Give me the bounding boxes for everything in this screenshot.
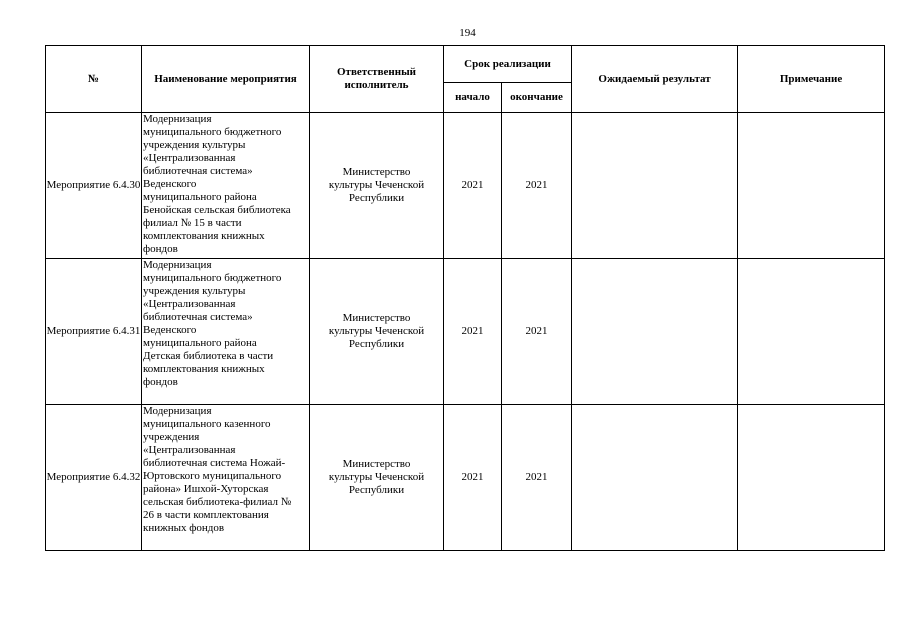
table-row	[46, 259, 885, 405]
row-name-cell	[142, 405, 310, 551]
row-name: Модернизация муниципального бюджетного учреждения культуры «Централизованная библиотечная система» Веденского муниципального района Детская библиотека в части комплектования книжных фондов	[143, 259, 282, 388]
row-responsible: Министерство культуры Чеченской Республики	[310, 113, 444, 259]
row-note	[738, 259, 885, 405]
header-end: окончание	[502, 83, 572, 113]
header-responsible: Ответственный исполнитель	[310, 46, 444, 113]
page-number: 194	[459, 27, 476, 39]
table-row	[46, 113, 885, 259]
row-name-cell	[142, 113, 310, 259]
row-end: 2021	[502, 405, 572, 551]
row-note	[738, 113, 885, 259]
header-number: №	[46, 46, 142, 113]
row-number: Мероприятие 6.4.31	[46, 259, 142, 405]
table-row	[46, 405, 885, 551]
row-end: 2021	[502, 113, 572, 259]
row-name-cell	[142, 259, 310, 405]
row-end: 2021	[502, 259, 572, 405]
activities-table	[45, 45, 885, 551]
header-name: Наименование мероприятия	[142, 46, 310, 113]
row-name: Модернизация муниципального казенного учреждения «Централизованная библиотечная система Ножай- Юртовского муниципального района» Ишхой-Хуторская сельская библиотека-филиал № 26 в части комплектования книжных фондов	[143, 405, 292, 534]
header-start: начало	[444, 83, 502, 113]
row-responsible: Министерство культуры Чеченской Республики	[310, 259, 444, 405]
row-expected-result	[572, 405, 738, 551]
header-note: Примечание	[738, 46, 885, 113]
row-expected-result	[572, 113, 738, 259]
row-start: 2021	[444, 113, 502, 259]
header-expected-result: Ожидаемый результат	[572, 46, 738, 113]
row-expected-result	[572, 259, 738, 405]
row-number: Мероприятие 6.4.32	[46, 405, 142, 551]
row-start: 2021	[444, 405, 502, 551]
row-name: Модернизация муниципального бюджетного учреждения культуры «Централизованная библиотечная система» Веденского муниципального района Бенойская сельская библиотека филиал № 15 в части комплектования книжных фондов	[143, 113, 291, 255]
row-responsible: Министерство культуры Чеченской Республики	[310, 405, 444, 551]
row-number: Мероприятие 6.4.30	[46, 113, 142, 259]
row-note	[738, 405, 885, 551]
row-start: 2021	[444, 259, 502, 405]
header-period: Срок реализации	[444, 46, 572, 83]
